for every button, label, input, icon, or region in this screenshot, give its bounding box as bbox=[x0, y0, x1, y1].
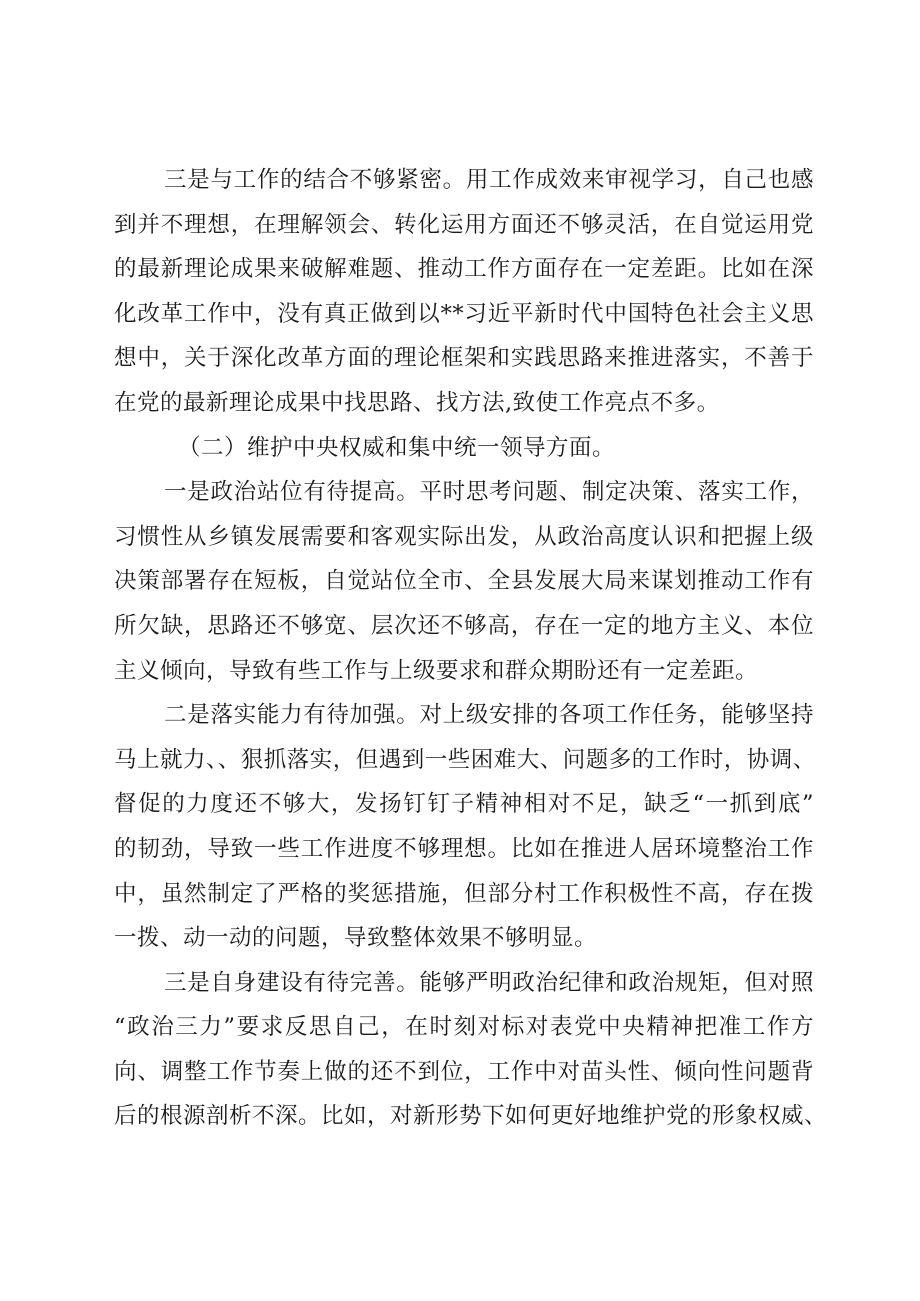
text-line: 化改革工作中，没有真正做到以**习近平新时代中国特色社会主义思 bbox=[114, 300, 814, 327]
paragraph-2 bbox=[114, 470, 814, 693]
section-heading bbox=[114, 426, 814, 471]
text-line: 所欠缺，思路还不够宽、层次还不够高，存在一定的地方主义、本位 bbox=[114, 612, 814, 639]
text-line: 一是政治站位有待提高。平时思考问题、制定决策、落实工作， bbox=[164, 479, 814, 506]
text-line: 马上就力、、狠抓落实，但遇到一些困难大、问题多的工作时，协调、 bbox=[114, 746, 816, 773]
heading-line: （二）维护中央权威和集中统一领导方面。 bbox=[178, 434, 616, 461]
text-line: 习惯性从乡镇发展需要和客观实际出发，从政治高度认识和把握上级 bbox=[114, 523, 814, 550]
text-line: 主义倾向，导致有些工作与上级要求和群众期盼还有一定差距。 bbox=[114, 657, 759, 684]
text-line: 一拨、动一动的问题，导致整体效果不够明显。 bbox=[114, 925, 598, 952]
text-line: 三是与工作的结合不够紧密。用工作成效来审视学习，自己也感 bbox=[164, 167, 814, 193]
text-line: 二是落实能力有待加强。对上级安排的各项工作任务，能够坚持 bbox=[164, 702, 814, 729]
text-line: 在党的最新理论成果中找思路、找方法,致使工作亮点不多。 bbox=[114, 389, 720, 416]
text-line: 的韧劲，导致一些工作进度不够理想。比如在推进人居环境整治工作 bbox=[114, 835, 814, 862]
paragraph-4 bbox=[114, 961, 828, 1139]
text-line: 三是自身建设有待完善。能够严明政治纪律和政治规矩，但对照 bbox=[164, 969, 814, 996]
text-line: 督促的力度还不够大，发扬钉钉子精神相对不足，缺乏“一抓到底” bbox=[114, 791, 814, 818]
text-line: “政治三力”要求反思自己，在时刻对标对表党中央精神把准工作方 bbox=[114, 1014, 814, 1041]
text-line: 向、调整工作节奏上做的还不到位，工作中对苗头性、倾向性问题背 bbox=[114, 1058, 814, 1085]
text-line: 的最新理论成果来破解难题、推动工作方面存在一定差距。比如在深 bbox=[114, 256, 814, 283]
text-line: 到并不理想，在理解领会、转化运用方面还不够灵活，在自觉运用党 bbox=[114, 211, 814, 238]
text-line: 后的根源剖析不深。比如，对新形势下如何更好地维护党的形象权威、 bbox=[114, 1103, 828, 1130]
paragraph-3 bbox=[114, 693, 814, 961]
text-line: 想中，关于深化改革方面的理论框架和实践思路来推进落实，不善于 bbox=[114, 345, 814, 372]
paragraph-1 bbox=[114, 158, 814, 426]
text-line: 中，虽然制定了严格的奖惩措施，但部分村工作积极性不高，存在拨 bbox=[114, 880, 814, 907]
text-line: 决策部署存在短板，自觉站位全市、全县发展大局来谋划推动工作有 bbox=[114, 568, 814, 595]
document-body bbox=[114, 158, 828, 1139]
